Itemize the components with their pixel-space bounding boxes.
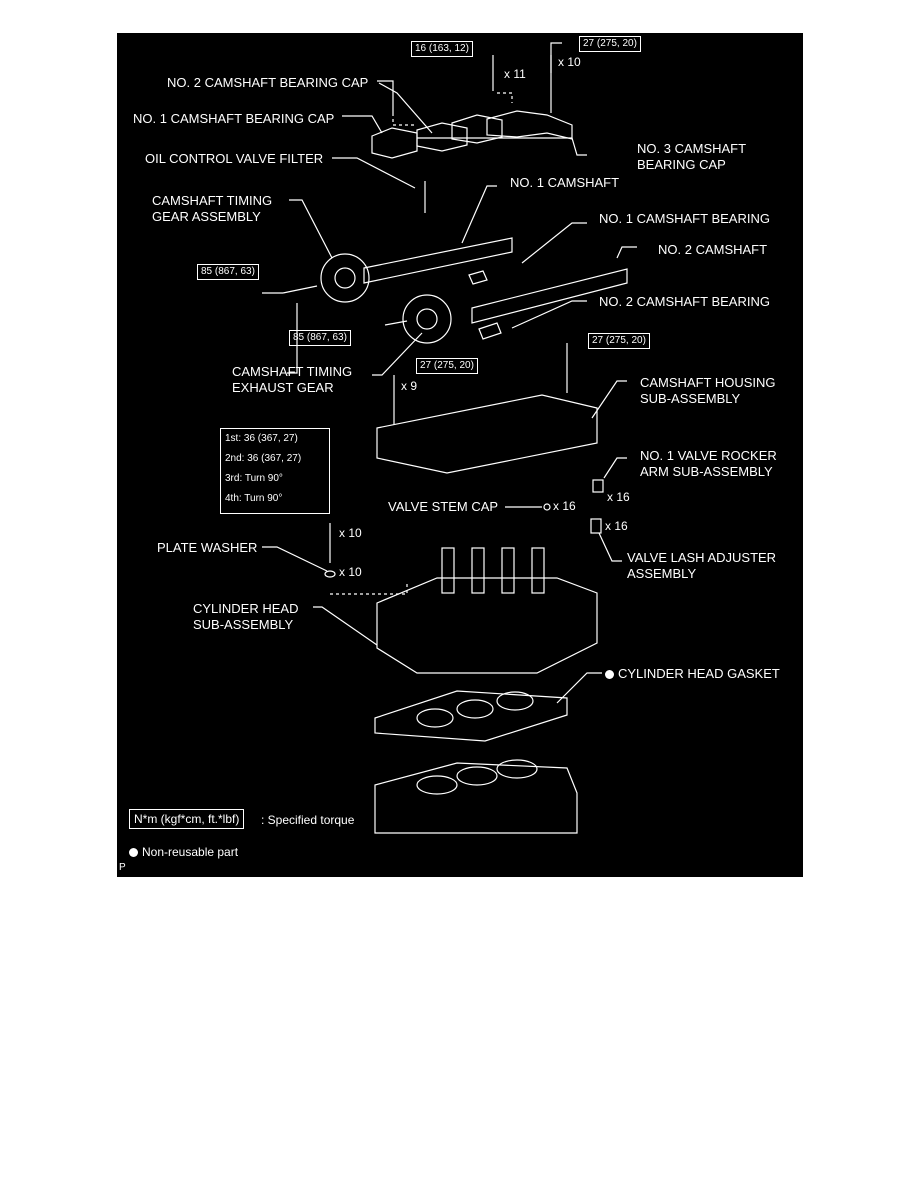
label-camshaft-bearing-1: NO. 1 CAMSHAFT BEARING <box>599 211 770 226</box>
tightening-step-1: 1st: 36 (367, 27) <box>225 433 298 444</box>
qty-head-bolts: x 10 <box>339 526 362 540</box>
label-bearing-cap-2: NO. 2 CAMSHAFT BEARING CAP <box>167 75 369 90</box>
label-timing-gear-line1: CAMSHAFT TIMING <box>152 193 273 208</box>
qty-cap-large-bolts: x 10 <box>558 55 581 69</box>
label-lash-line1: VALVE LASH ADJUSTER <box>627 550 777 565</box>
exploded-parts-diagram <box>117 33 803 877</box>
qty-rocker-arms: x 16 <box>607 490 630 504</box>
label-oil-control-filter: OIL CONTROL VALVE FILTER <box>145 151 324 166</box>
non-reusable-legend-dot-icon <box>129 848 138 857</box>
label-rocker-line1: NO. 1 VALVE ROCKER <box>640 448 777 463</box>
torque-gear-intake: 85 (867, 63) <box>197 264 259 280</box>
torque-gear-exhaust: 85 (867, 63) <box>289 330 351 346</box>
legend-non-reusable-text: Non-reusable part <box>142 845 239 859</box>
qty-housing-bolts: x 9 <box>401 379 418 393</box>
torque-cap-large: 27 (275, 20) <box>579 36 641 52</box>
non-reusable-dot-icon <box>605 670 614 679</box>
legend-torque-desc: : Specified torque <box>261 813 355 827</box>
label-bearing-cap-3-line1: NO. 3 CAMSHAFT <box>637 141 747 156</box>
label-head-line1: CYLINDER HEAD <box>193 601 299 616</box>
torque-cap-small: 16 (163, 12) <box>411 41 473 57</box>
qty-lash-adjusters: x 16 <box>605 519 628 533</box>
label-head-gasket-text: CYLINDER HEAD GASKET <box>618 666 780 681</box>
label-valve-stem-cap: VALVE STEM CAP <box>388 499 499 514</box>
label-exhaust-gear-line1: CAMSHAFT TIMING <box>232 364 353 379</box>
label-bearing-cap-3-line2: BEARING CAP <box>637 157 726 172</box>
label-timing-gear-line2: GEAR ASSEMBLY <box>152 209 261 224</box>
tightening-step-2: 2nd: 36 (367, 27) <box>225 453 302 464</box>
label-camshaft-2: NO. 2 CAMSHAFT <box>658 242 768 257</box>
label-lash-line2: ASSEMBLY <box>627 566 697 581</box>
label-camshaft-bearing-2: NO. 2 CAMSHAFT BEARING <box>599 294 770 309</box>
qty-cap-small-bolts: x 11 <box>504 67 526 81</box>
tightening-step-4: 4th: Turn 90° <box>225 493 283 504</box>
torque-housing-right: 27 (275, 20) <box>588 333 650 349</box>
label-bearing-cap-1: NO. 1 CAMSHAFT BEARING CAP <box>133 111 335 126</box>
qty-plate-washers: x 10 <box>339 565 362 579</box>
tightening-steps-box <box>220 428 330 514</box>
legend-non-reusable <box>129 845 238 860</box>
label-housing-line2: SUB-ASSEMBLY <box>640 391 741 406</box>
label-housing-line1: CAMSHAFT HOUSING <box>640 375 776 390</box>
label-exhaust-gear-line2: EXHAUST GEAR <box>232 380 334 395</box>
label-rocker-line2: ARM SUB-ASSEMBLY <box>640 464 773 479</box>
label-camshaft-1: NO. 1 CAMSHAFT <box>510 175 620 190</box>
label-head-line2: SUB-ASSEMBLY <box>193 617 294 632</box>
label-head-gasket <box>605 666 780 681</box>
label-plate-washer: PLATE WASHER <box>157 540 258 555</box>
tightening-step-3: 3rd: Turn 90° <box>225 473 283 484</box>
corner-mark: P <box>119 862 126 873</box>
qty-valve-stem-caps: x 16 <box>553 499 576 513</box>
torque-housing-left: 27 (275, 20) <box>416 358 478 374</box>
legend-torque-unit: N*m (kgf*cm, ft.*lbf) <box>129 809 244 829</box>
